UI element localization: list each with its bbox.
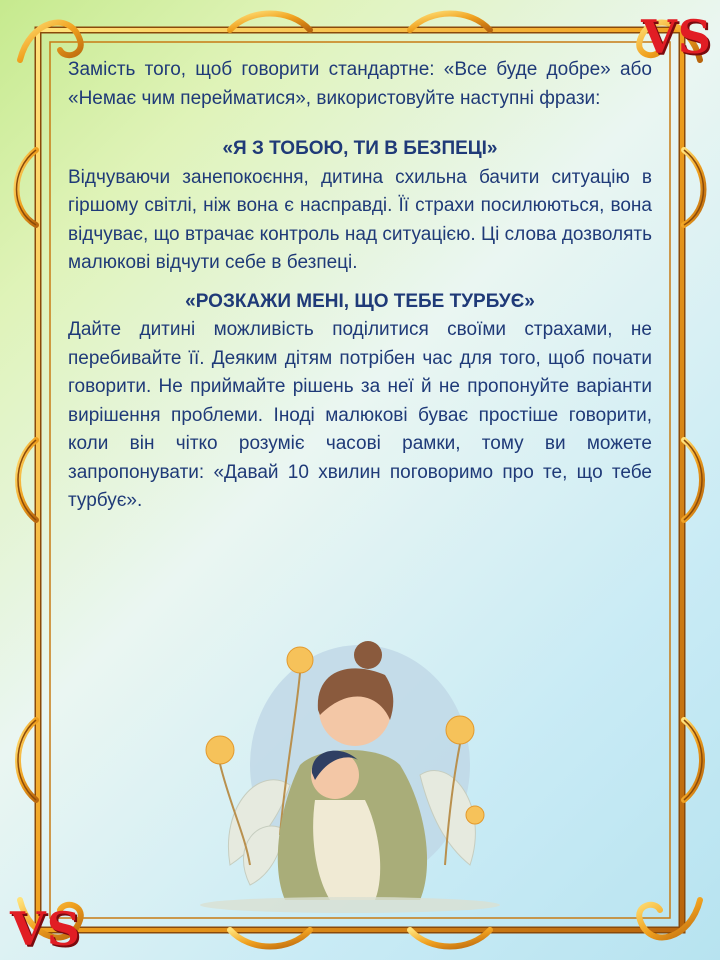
intro-paragraph: Замість того, щоб говорити стандартне: «Все буде добре» або «Немає чим перейматися», використовуйте наступні фрази: [68, 59, 652, 109]
text-content [68, 56, 652, 516]
vs-logo-bottom-left: VS [10, 902, 81, 956]
section-heading-tell-me: «РОЗКАЖИ МЕНІ, ЩО ТЕБЕ ТУРБУЄ» [185, 290, 535, 312]
vs-logo-top-right: VS [641, 10, 712, 64]
mother-hugging-child-illustration [190, 615, 510, 915]
section-text-tell-me: Дайте дитині можливість поділитися своїми страхами, не перебивайте її. Деяким дітям потрібен час для того, щоб почати говорити. Не приймайте рішень за неї й не пропонуйте варіанти вирішення проблеми. Іноді малюкові буває простіше говорити, коли він чітко розуміє часові рамки, тому ви можете запропонувати: «Давай 10 хвилин поговоримо про те, що тебе турбує». [68, 319, 652, 511]
section-heading-safe: «Я З ТОБОЮ, ТИ В БЕЗПЕЦІ» [222, 138, 498, 159]
section-text-safe: Відчуваючи занепокоєння, дитина схильна бачити ситуацію в гіршому світлі, ніж вона є насправді. Її страхи посилюються, вона відчуває, що втрачає контроль над ситуацією. Ці слова дозволять малюкові відчути себе в безпеці. [68, 166, 652, 273]
